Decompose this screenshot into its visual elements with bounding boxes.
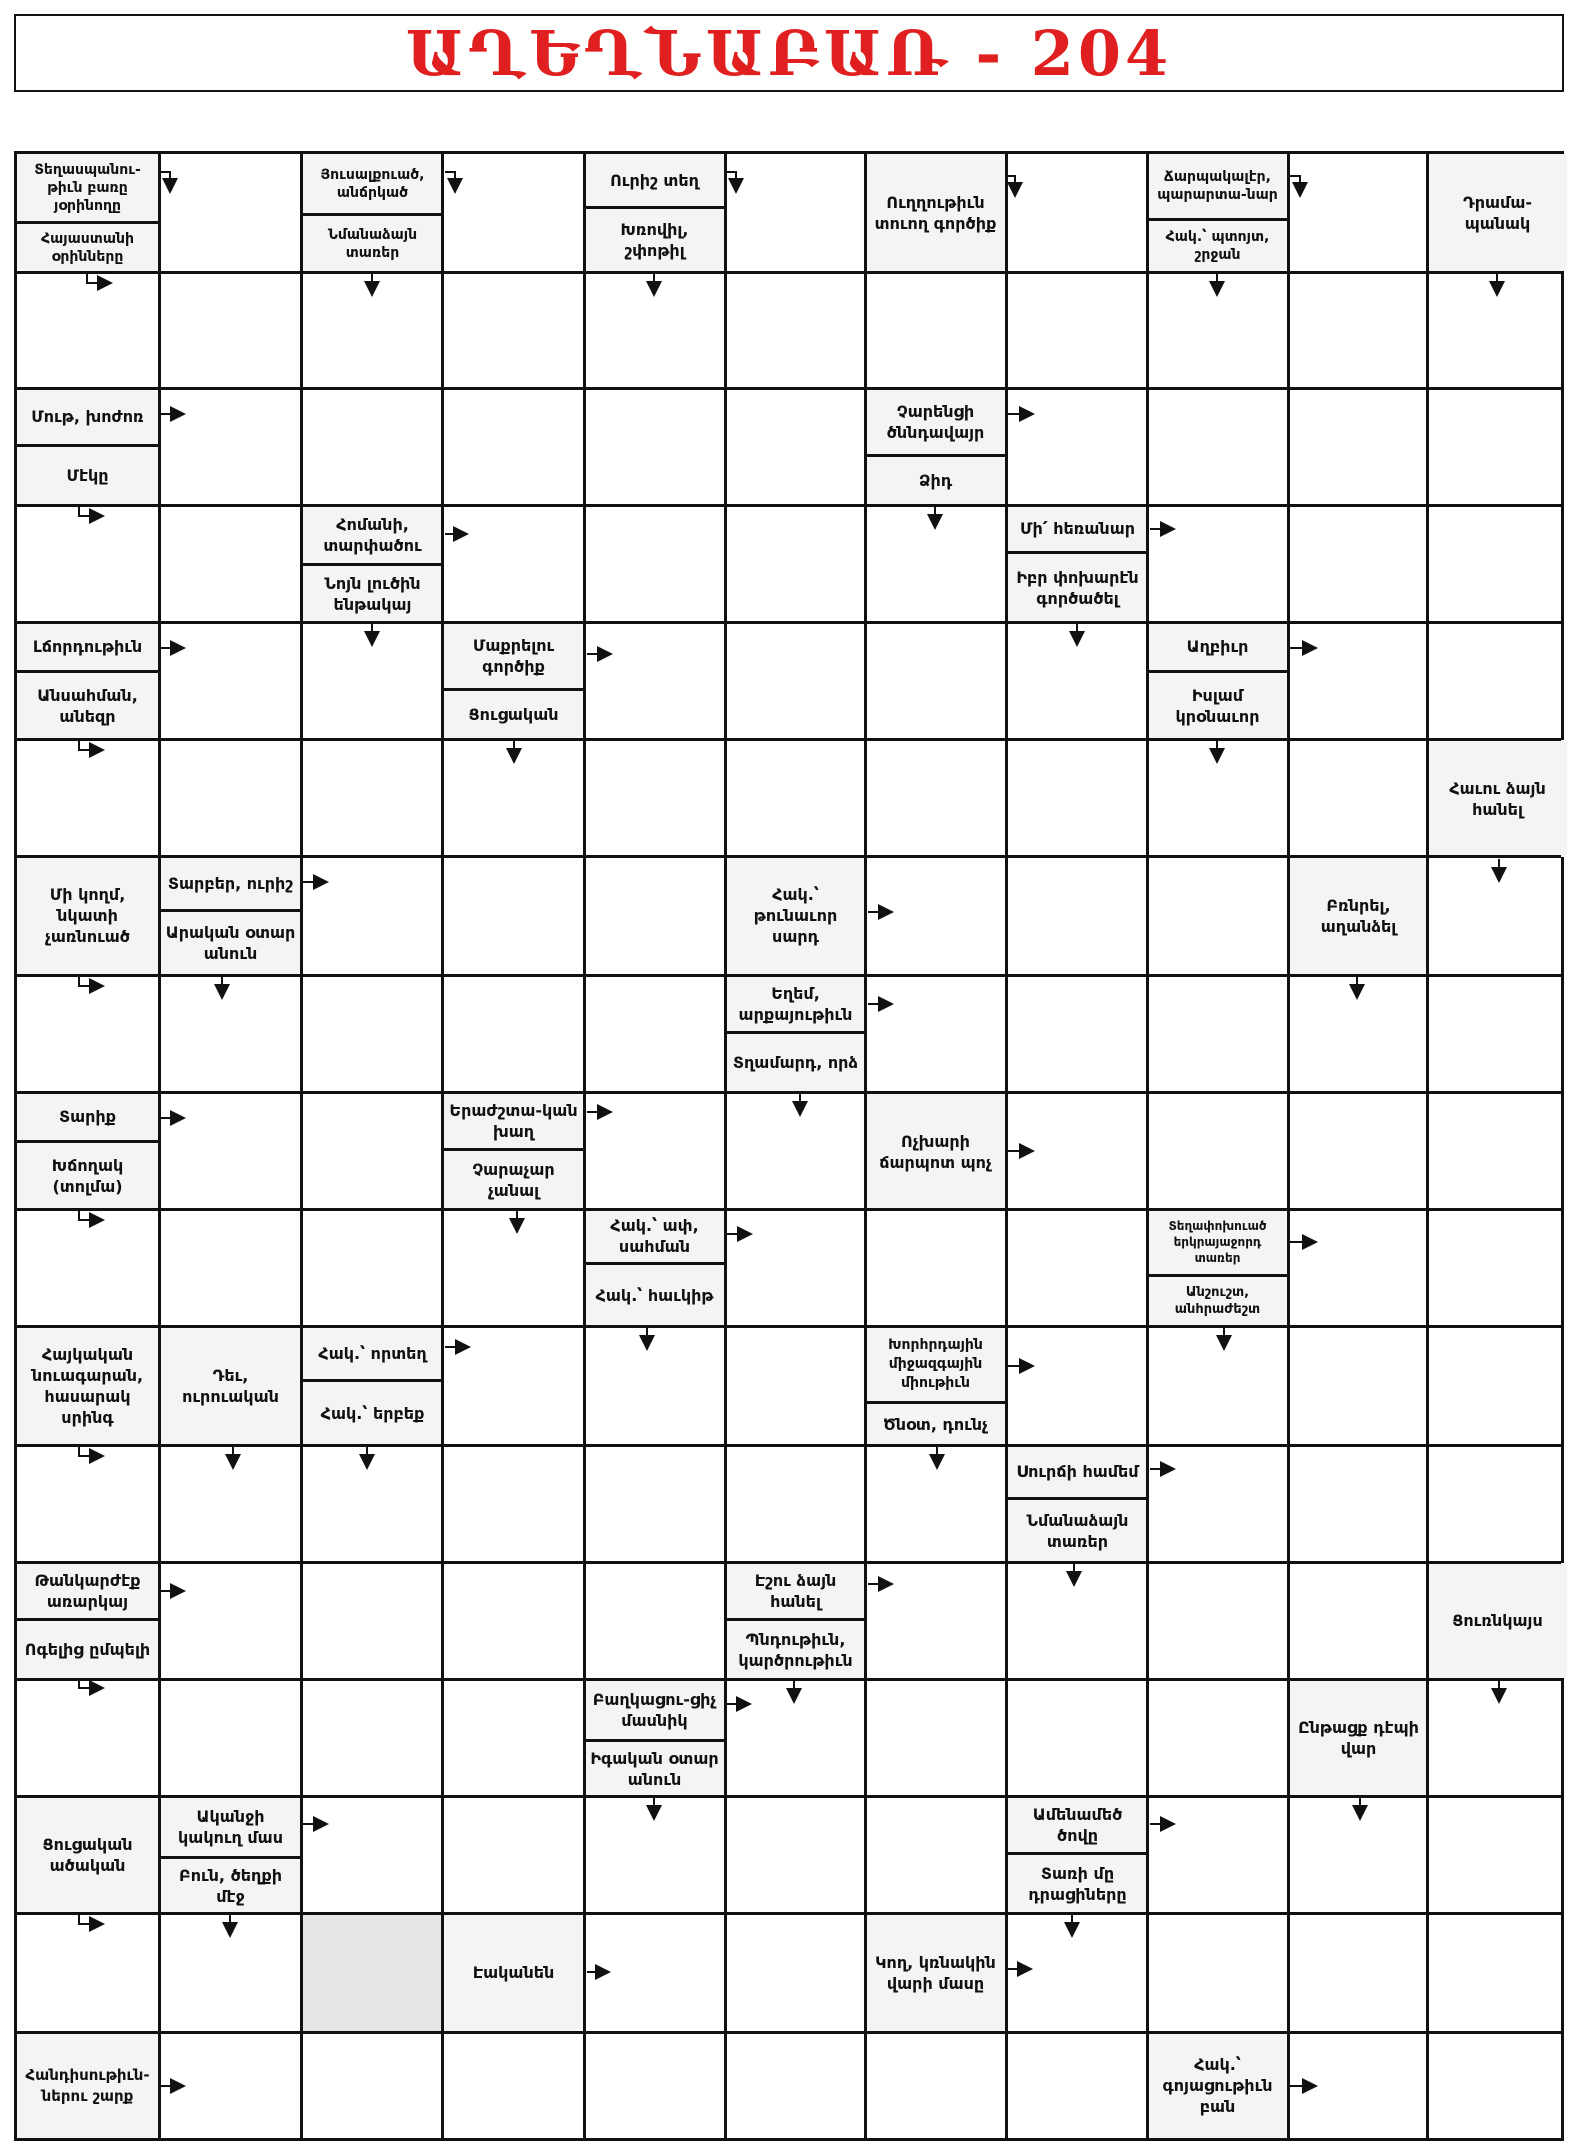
- title-bar: [14, 14, 1564, 92]
- clue-c33: Տարիք: [17, 1093, 158, 1143]
- arrow-down-right: [87, 273, 109, 283]
- clue-c7: Ուղղութիւն տուող գործիք: [866, 154, 1005, 271]
- clue-c21: Մաքրելու գործիք: [443, 623, 584, 691]
- clue-c40: Տեղափոխուած երկրայաջորդ տառեր: [1147, 1210, 1288, 1277]
- clue-c44: Հակ.՝ որտեղ: [302, 1327, 443, 1382]
- clue-c45: Հակ.՝ երբեք: [302, 1382, 443, 1444]
- clue-c35: Երաժշտա-կան խաղ: [443, 1093, 584, 1151]
- clue-c2: Հայաստանի օրինները: [17, 224, 158, 271]
- crossword-grid: [14, 151, 1564, 2141]
- clue-c36: Չարաչար չանալ: [443, 1151, 584, 1208]
- clue-c62: Տառի մը դրացիները: [1007, 1855, 1148, 1912]
- arrow-right-down: [1007, 176, 1015, 194]
- clue-c53: Պնդութիւն, կարծրութիւն: [726, 1621, 865, 1678]
- clue-c55: Բաղկացու-ցիչ մասնիկ: [585, 1680, 724, 1742]
- clue-c38: Հակ.՝ ափ, սահման: [585, 1210, 724, 1265]
- clue-c46: Խորհրդային միջազգային միութիւն: [866, 1327, 1005, 1404]
- clue-c60: Բուն, ծեղքի մէջ: [160, 1859, 301, 1912]
- clue-c39: Հակ.՝ հաւկիթ: [585, 1265, 724, 1325]
- clue-c14: Ձիդ: [866, 457, 1005, 504]
- clue-c23: Աղբիւր: [1147, 623, 1288, 673]
- clue-c30: Բռնրել, աղանձել: [1289, 857, 1428, 974]
- clue-c3: Յուսալքուած, անճրկած: [302, 154, 443, 216]
- clue-c6: Խռովիլ, շփոթիլ: [585, 209, 724, 271]
- page-title: ԱՂԵՂՆԱԲԱՌ - 204: [405, 16, 1173, 90]
- arrow-down-right: [79, 506, 101, 516]
- clue-c29: Հակ.՝ թունաւոր սարդ: [726, 857, 865, 974]
- arrow-down-right: [79, 1914, 101, 1924]
- clue-c9: Հակ.՝ պտոյտ, շրջան: [1147, 221, 1288, 271]
- arrow-down-right: [79, 976, 101, 986]
- arrow-right-down: [726, 172, 736, 190]
- clue-arrows: [17, 154, 1567, 2144]
- clue-c31: Եղեմ, արքայութիւն: [726, 976, 865, 1034]
- clue-c49: Նմանաձայն տառեր: [1007, 1500, 1148, 1561]
- clue-c63: Էականեն: [443, 1914, 584, 2031]
- clue-c19: Լճորդութիւն: [17, 623, 158, 673]
- clue-c48: Սուրճի համեմ: [1007, 1446, 1148, 1500]
- clue-c22: Ցուցական: [443, 691, 584, 738]
- clue-c65: Հանդիսութիւն-ներու շարք: [17, 2033, 158, 2138]
- clue-c42: Հայկական նուագարան, հասարակ սրինգ: [17, 1327, 158, 1444]
- clue-c58: Ցուցական ածական: [17, 1797, 158, 1912]
- clue-c8: Ճարպակալէր, պարարտա-նար: [1147, 154, 1288, 221]
- clue-c51: Ոգելից ըմպելի: [17, 1621, 158, 1678]
- clue-c17: Մի՛ հեռանար: [1007, 506, 1148, 554]
- clue-c13: Չարենցի ծննդավայր: [866, 389, 1005, 457]
- clue-c24: Իսլամ կրօնաւոր: [1147, 673, 1288, 738]
- clue-c15: Հոմանի, տարփածու: [302, 506, 443, 566]
- clue-c27: Տարբեր, ուրիշ: [160, 857, 301, 912]
- clue-c56: Իգական օտար անուն: [585, 1742, 724, 1795]
- clue-c61: Ամենամեծ ծովը: [1007, 1797, 1148, 1855]
- arrow-right-down: [160, 172, 170, 190]
- clue-c66: Հակ.՝ գոյացութիւն բան: [1147, 2033, 1288, 2138]
- clue-c4: Նմանաձայն տառեր: [302, 216, 443, 271]
- clue-c50: Թանկարժէք առարկայ: [17, 1563, 158, 1621]
- clue-c37: Ոչխարի ճարպոտ պոչ: [866, 1093, 1005, 1210]
- clue-c54: Ցուռնկայս: [1428, 1563, 1567, 1678]
- clue-c12: Մէկը: [17, 447, 158, 504]
- clue-c52: Էշու ձայն հանել: [726, 1563, 865, 1621]
- clue-c47: Ծնօտ, դունչ: [866, 1404, 1005, 1444]
- clue-c59: Ականջի կակուղ մաս: [160, 1797, 301, 1859]
- clue-c16: Նոյն լուծին ենթակայ: [302, 566, 443, 621]
- arrow-right-down: [1290, 176, 1300, 194]
- clue-c18: Իբր փոխարէն գործածել: [1007, 554, 1148, 621]
- clue-c25: Հաւու ձայն հանել: [1428, 740, 1567, 857]
- arrow-right-down: [445, 172, 455, 190]
- clue-c32: Տղամարդ, որձ: [726, 1034, 865, 1091]
- clue-c10: Դրամա-պանակ: [1428, 154, 1567, 271]
- clue-c64: Կող, կռնակին վարի մասը: [866, 1914, 1005, 2031]
- arrow-down-right: [79, 1680, 101, 1688]
- clue-c20: Անսահման, անեզր: [17, 673, 158, 738]
- arrow-down-right: [79, 740, 101, 750]
- clue-c1: Տեղասպանու-թիւն բառը յօրինողը: [17, 154, 158, 224]
- clue-c57: Ընթացք դէպի վար: [1289, 1680, 1428, 1795]
- clue-c26: Մի կողմ, նկատի չառնուած: [17, 857, 158, 974]
- clue-c28: Արական օտար անուն: [160, 912, 301, 974]
- clue-c5: Ուրիշ տեղ: [585, 154, 724, 209]
- clue-c34: Խճողակ (տոլմա): [17, 1143, 158, 1208]
- clue-c43: Դեւ, ուրուական: [160, 1327, 301, 1444]
- clue-c11: Մութ, խոժոռ: [17, 389, 158, 447]
- arrow-down-right: [79, 1446, 101, 1456]
- arrow-down-right: [79, 1210, 101, 1220]
- clue-c41: Անշուշտ, անհրաժեշտ: [1147, 1277, 1288, 1325]
